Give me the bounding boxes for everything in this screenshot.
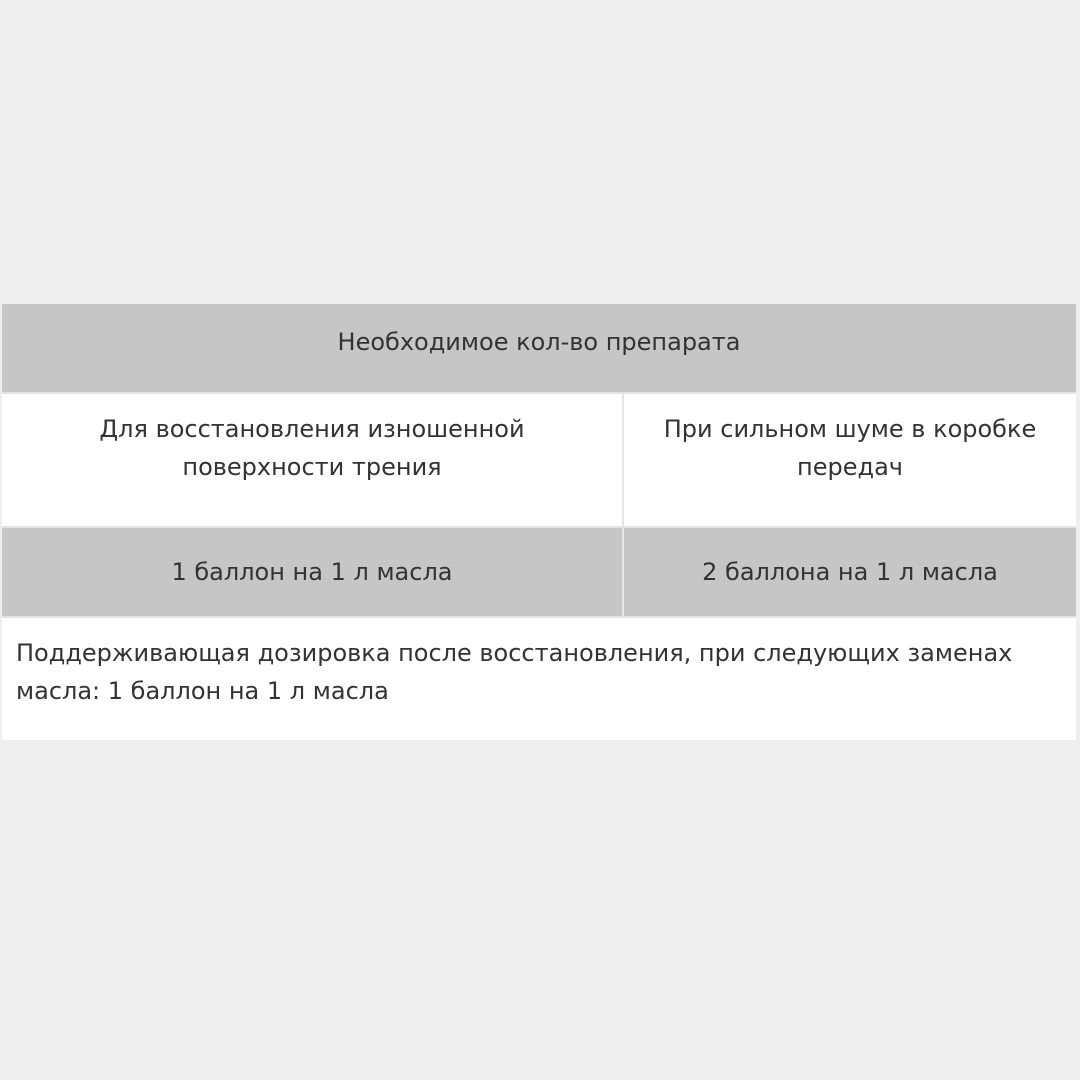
dose-cell-worn-surface: 1 баллон на 1 л масла — [2, 528, 624, 616]
table-row-maintenance — [2, 616, 1076, 740]
dosage-table — [2, 304, 1076, 740]
condition-cell-gearbox-noise: При сильном шуме в коробке передач — [663, 415, 1037, 481]
maintenance-dose-text: Поддерживающая дозировка после восстановления, при следующих заменах масла: 1 баллон на 1 л масла — [16, 639, 1013, 705]
table-header-row — [2, 304, 1076, 392]
table-row-doses — [2, 526, 1076, 616]
table-row-conditions — [2, 392, 1076, 526]
table-header: Необходимое кол-во препарата — [337, 328, 741, 356]
dose-cell-gearbox-noise: 2 баллона на 1 л масла — [702, 558, 998, 586]
condition-cell-worn-surface: Для восстановления изношенной поверхности трения — [2, 394, 624, 526]
